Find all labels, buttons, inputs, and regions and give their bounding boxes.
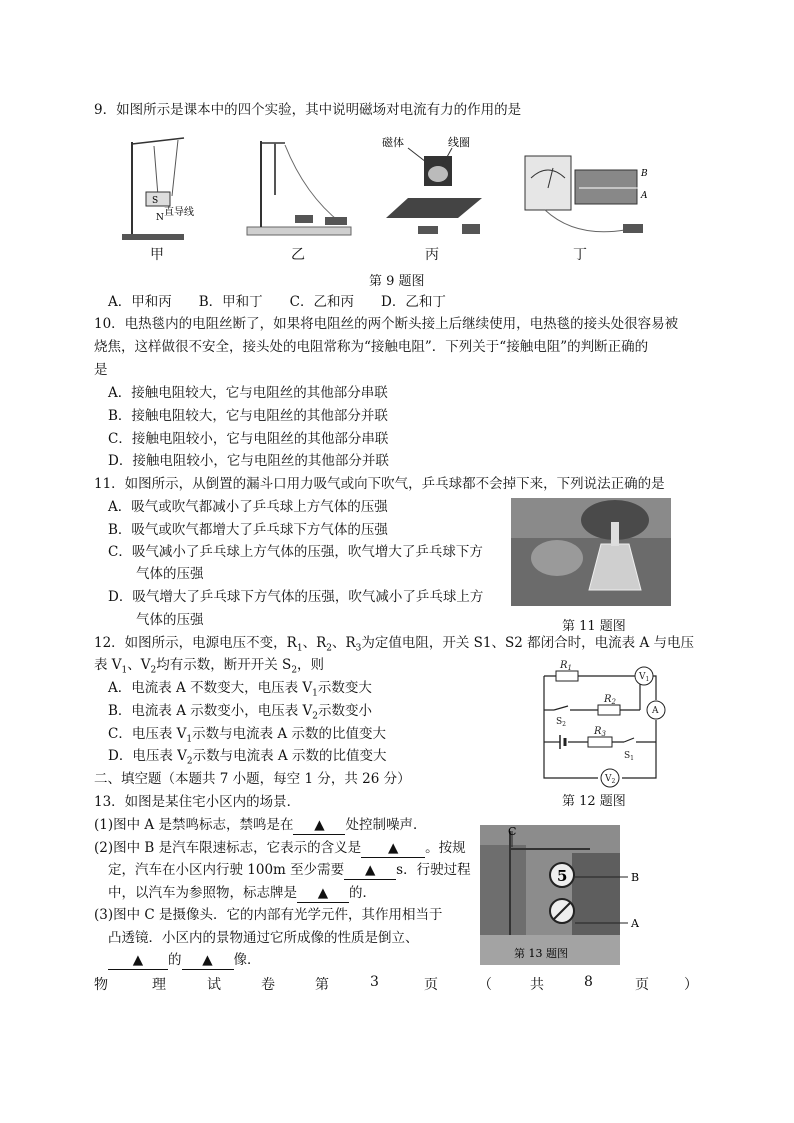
q13-label-a: A: [631, 917, 639, 930]
q9-stem: 9．如图所示是课本中的四个实验，其中说明磁场对电流有力的作用的是: [94, 102, 522, 118]
circuit-r2-label: $R_2$: [604, 694, 616, 706]
section-2-title: 二、填空题（本题共 7 小题，每空 1 分，共 26 分）: [94, 771, 411, 787]
ding-magnet: [575, 170, 637, 204]
circuit-a-label: A: [652, 706, 659, 716]
footer-char-12: ）: [684, 977, 698, 993]
yi-base: [247, 227, 351, 235]
footer-char-1: 物: [94, 977, 108, 993]
q12-option-b-sub: 2: [312, 711, 319, 722]
q12-sub-2: 2: [326, 643, 332, 654]
q12-stem-1: [94, 634, 694, 658]
q12-option-a-tail: 示数变大: [317, 680, 372, 696]
q10-stem-2: 烧焦，这样做很不安全，接头处的电阻常称为“接触电阻”．下列关于“接触电阻”的判断正确的: [94, 339, 649, 355]
q10-option-c: C．接触电阻较小，它与电阻丝的其他部分串联: [108, 431, 389, 447]
q12-option-b-text: B．电流表 A 示数变小，电压表 V: [108, 703, 313, 719]
circuit-v2-label: $V_2$: [605, 774, 616, 785]
q13-building-left: [480, 845, 526, 945]
q13-blank-3[interactable]: ▲: [344, 861, 396, 880]
q12-stem-2a: 表 V: [94, 657, 122, 673]
circuit-left-wire: [544, 676, 598, 778]
q12-figure-caption: 第 12 题图: [562, 794, 626, 809]
q12-option-a-sub: 1: [312, 688, 318, 699]
q13-part-3-cont-2: [108, 951, 261, 970]
q12-option-b-tail: 示数变小: [318, 703, 373, 719]
q13-p2-text: (2)图中 B 是汽车限速标志，它表示的含义是: [94, 840, 362, 856]
footer-char-11: 页: [635, 977, 649, 993]
yi-box: [295, 215, 313, 223]
q11-option-a: A．吸气或吹气都减小了乒乓球上方气体的压强: [108, 499, 388, 515]
footer-char-7: 页: [424, 977, 438, 993]
q12-option-c: [108, 725, 386, 749]
q12-option-c-text: C．电压表 V: [108, 726, 187, 742]
q12-stem-2c: 均有示数，断开开关 S: [156, 657, 292, 673]
q13-figure-caption: 第 13 题图: [514, 947, 568, 960]
q13-building-right: [572, 853, 620, 945]
fig-label-jia: 甲: [150, 247, 164, 263]
bing-coil: [428, 166, 448, 182]
ding-a: A: [641, 191, 648, 201]
footer-char-9: 共: [530, 977, 544, 993]
q12-option-d-text: D．电压表 V: [108, 748, 187, 764]
circuit-s1-blade: [624, 738, 634, 742]
jia-wire-label: 直导线: [164, 207, 194, 218]
q13-label-b: B: [631, 871, 640, 884]
circuit-s1-label: $S_1$: [624, 751, 634, 762]
fig-label-bing: 丙: [425, 247, 439, 263]
q13-p1-text: (1)图中 A 是禁鸣标志，禁鸣是在: [94, 817, 294, 833]
circuit-s2-blade: [554, 706, 568, 710]
q10-option-a: A．接触电阻较大，它与电阻丝的其他部分串联: [108, 385, 388, 401]
q12-option-d-sub: 2: [186, 756, 193, 767]
q11-option-d-cont: 气体的压强: [136, 612, 204, 628]
q13-p1-tail: 处控制噪声．: [345, 817, 427, 833]
q13-p2e-text: 中，以汽车为参照物，标志牌是: [108, 885, 297, 901]
bing-board: [386, 198, 482, 218]
q13-blank-1[interactable]: ▲: [293, 816, 345, 835]
q11-option-c-cont: 气体的压强: [136, 566, 204, 582]
q13-p2-tail: 。按规: [425, 840, 466, 856]
q12-option-c-sub: 1: [186, 734, 193, 745]
q13-part-3: (3)图中 C 是摄像头．它的内部有光学元件，其作用相当于: [94, 907, 443, 923]
footer-char-5: 第: [315, 977, 329, 993]
q11-option-b: B．吸气或吹气都增大了乒乓球下方气体的压强: [108, 522, 388, 538]
q12-sub-v1: 1: [121, 665, 128, 676]
footer-char-3: 试: [207, 977, 221, 993]
q12-option-c-tail: 示数与电流表 A 示数的比值变大: [192, 726, 386, 742]
q11-figure-caption: 第 11 题图: [562, 619, 626, 634]
q10-option-d: D．接触电阻较小，它与电阻丝的其他部分并联: [108, 453, 389, 469]
jia-arm: [132, 138, 184, 144]
q13-part-2: [94, 839, 466, 858]
bing-arrow-1: [408, 148, 426, 162]
q12-option-d: [108, 747, 386, 771]
yi-switch: [325, 217, 347, 225]
ding-switch: [623, 224, 643, 233]
bing-magnet-label: 磁体: [382, 136, 404, 149]
bing-switch: [462, 224, 480, 234]
q13-part-3-cont: 凸透镜．小区内的景物通过它所成像的性质是倒立、: [108, 930, 419, 946]
q9-figure-caption: 第 9 题图: [369, 274, 425, 289]
q13-stem: 13．如图是某住宅小区内的场景．: [94, 794, 301, 810]
circuit-r3: [588, 737, 612, 747]
q12-stem-2b: 、V: [127, 657, 151, 673]
circuit-r1: [556, 671, 578, 681]
jia-s: S: [152, 196, 159, 206]
q13-blank-5[interactable]: ▲: [108, 951, 168, 970]
q13-p2f-text: 的．: [349, 885, 376, 901]
circuit-s2-label: $S_2$: [556, 717, 566, 728]
circuit-right-bottom: [622, 720, 656, 778]
q12-stem-2: [94, 656, 324, 680]
fig-label-yi: 乙: [291, 247, 305, 263]
footer-char-2: 理: [152, 977, 166, 993]
bing-battery: [418, 226, 438, 234]
q13-blank-4[interactable]: ▲: [297, 884, 349, 903]
q10-stem-3: 是: [94, 362, 108, 378]
ding-meter: [525, 156, 571, 210]
q13-photo: [480, 825, 645, 965]
q12-sub-1: 1: [296, 643, 303, 654]
q9-options: A．甲和丙 B．甲和丁 C．乙和丙 D．乙和丁: [108, 294, 446, 310]
q13-p3c-text: 的: [168, 952, 182, 968]
q12-option-a: [108, 679, 372, 703]
bing-coil-label: 线圈: [448, 136, 470, 149]
yi-cable: [285, 145, 341, 223]
q12-stem-1b: 、R: [302, 635, 327, 651]
q11-photo: [511, 498, 671, 606]
q11-option-d: D．吸气增大了乒乓球下方气体的压强，吹气减小了乒乓球上方: [108, 589, 484, 605]
q11-stem: 11．如图所示，从倒置的漏斗口用力吸气或向下吹气，乒乓球都不会掉下来，下列说法正确的是: [94, 476, 665, 492]
q12-stem-2d: ，则: [297, 657, 325, 673]
q11-photo-stem: [611, 522, 619, 546]
jia-n: N: [156, 213, 164, 223]
ding-cable: [545, 210, 625, 232]
q13-label-c: C: [508, 825, 517, 838]
circuit-v1-label: $V_1$: [639, 672, 650, 683]
footer-char-10: 8: [584, 974, 593, 990]
q12-stem-1c: 、R: [331, 635, 356, 651]
circuit-r3-label: $R_3$: [594, 726, 606, 738]
q12-sub-3: 3: [355, 643, 362, 654]
ding-b: B: [641, 169, 648, 179]
q13-p2c-text: 定，汽车在小区内行驶 100m 至少需要: [108, 862, 345, 878]
jia-wire-2: [172, 140, 178, 196]
q13-part-2-cont: [108, 861, 471, 880]
q12-stem-1a: 12．如图所示，电源电压不变，R: [94, 635, 297, 651]
q12-option-d-tail: 示数与电流表 A 示数的比值变大: [192, 748, 387, 764]
q13-part-2-cont-2: [108, 884, 376, 903]
q12-stem-1d: 为定值电阻，开关 S1、S2 都闭合时，电流表 A 与电压: [361, 635, 694, 651]
q12-circuit: [538, 658, 662, 786]
circuit-r2: [598, 705, 620, 715]
q13-blank-6[interactable]: ▲: [182, 951, 234, 970]
q12-option-a-text: A．电流表 A 不数变大，电压表 V: [108, 680, 313, 696]
fig-label-ding: 丁: [573, 247, 587, 263]
q11-photo-hand: [531, 540, 583, 576]
figure-ding: [515, 148, 660, 244]
q12-sub-s2: 2: [291, 665, 298, 676]
jia-wire: [154, 146, 158, 196]
q10-option-b: B．接触电阻较大，它与电阻丝的其他部分并联: [108, 408, 388, 424]
q12-option-b: [108, 702, 372, 726]
q10-stem-1: 10．电热毯内的电阻丝断了，如果将电阻丝的两个断头接上后继续使用，电热毯的接头处很容易被: [94, 316, 679, 332]
footer-char-8: （: [478, 977, 492, 993]
q13-part-1: [94, 816, 426, 835]
jia-base: [122, 234, 184, 240]
q12-sub-v2: 2: [150, 665, 157, 676]
q11-option-c: C．吸气减小了乒乓球上方气体的压强，吹气增大了乒乓球下方: [108, 544, 483, 560]
footer-char-6: 3: [370, 974, 379, 990]
q13-p3d-text: 像．: [233, 952, 261, 968]
figure-bing: [378, 130, 488, 245]
q13-p2d-text: s．行驶过程: [396, 862, 471, 878]
footer-char-4: 卷: [261, 977, 275, 993]
q13-blank-2[interactable]: ▲: [361, 839, 425, 858]
figure-jia: [112, 130, 194, 245]
circuit-r1-label: $R_1$: [560, 660, 572, 672]
q13-sign-b-number: 5: [557, 867, 568, 885]
figure-yi: [245, 135, 355, 240]
